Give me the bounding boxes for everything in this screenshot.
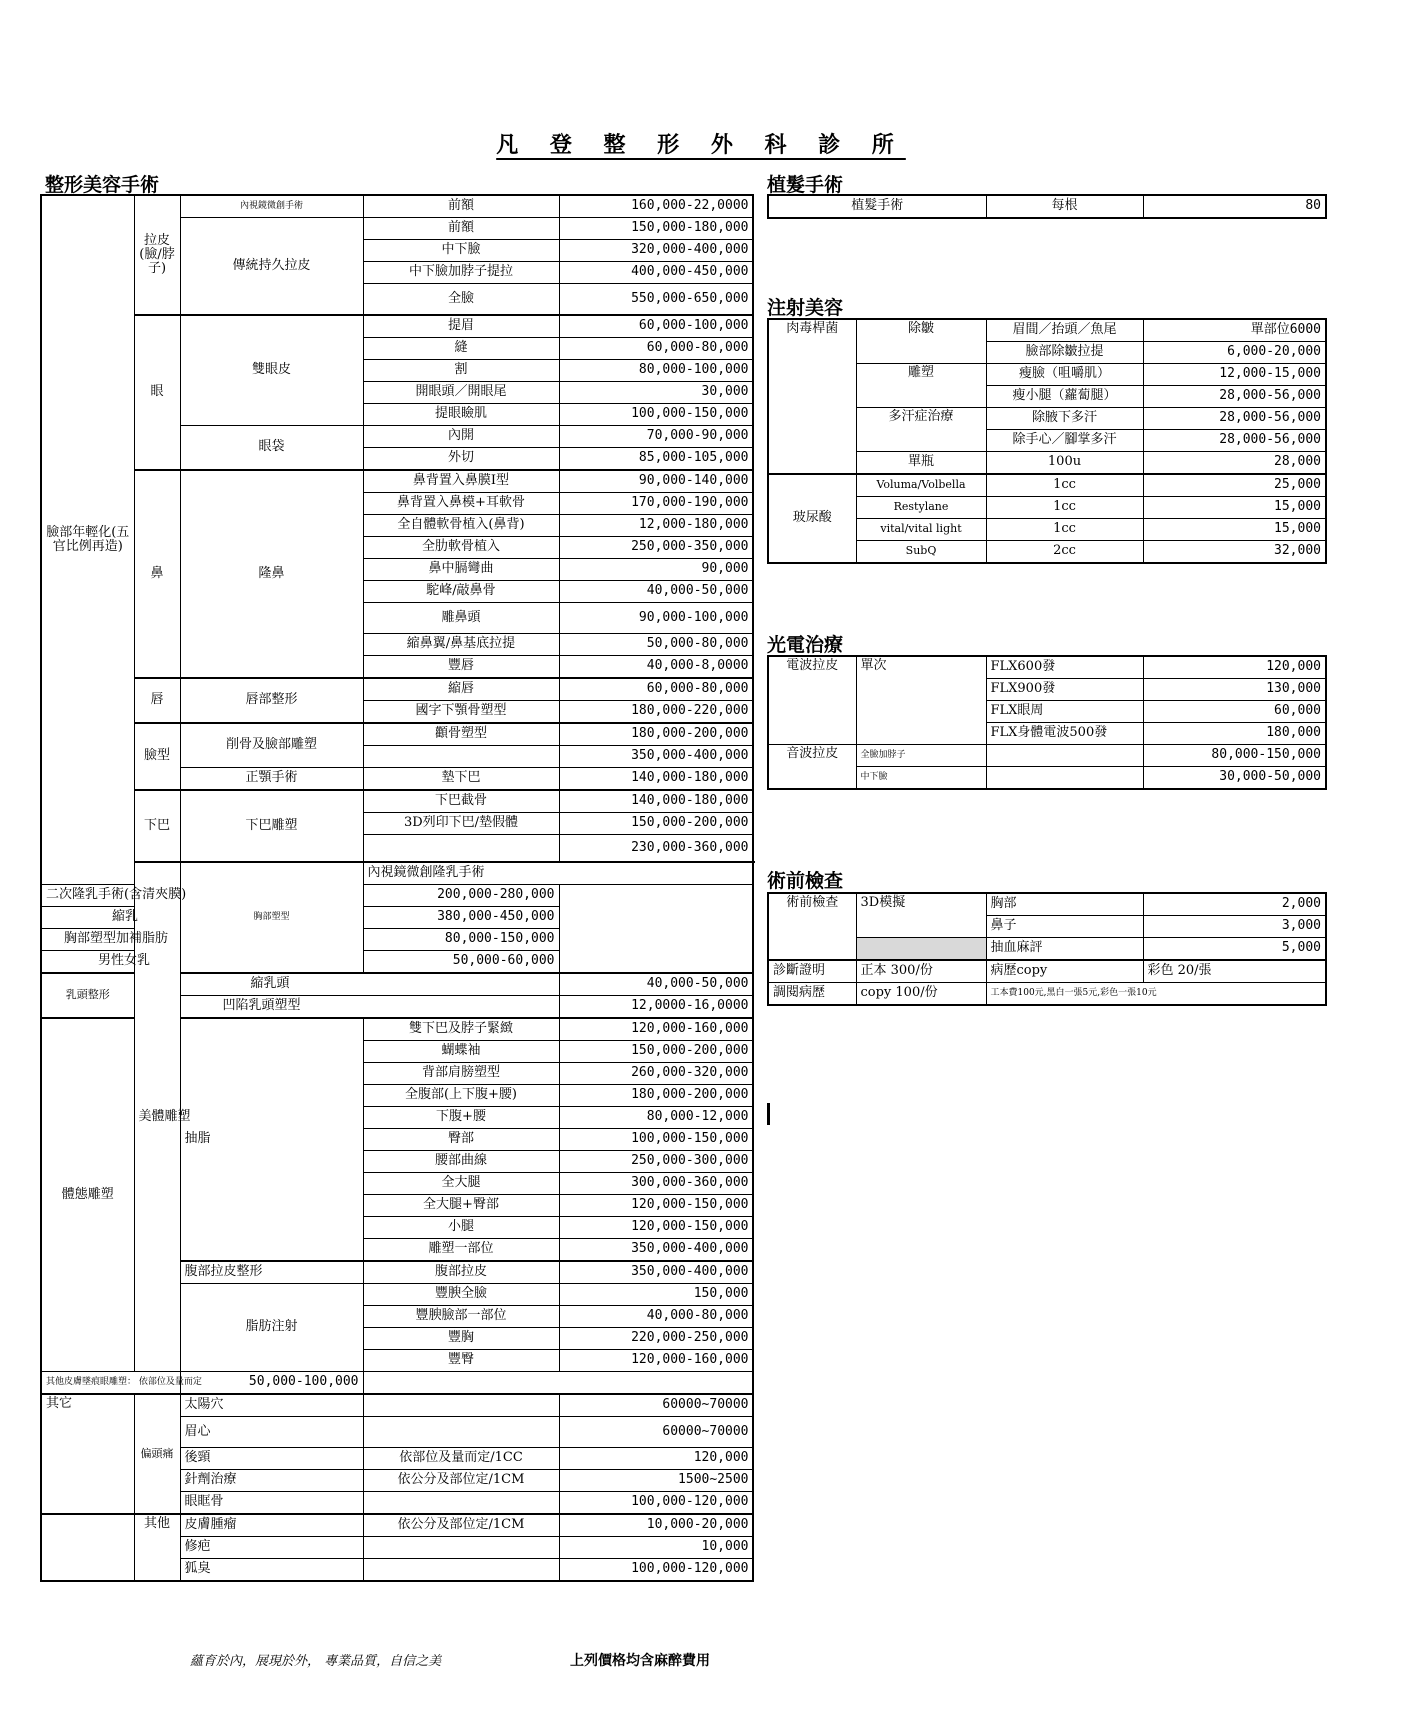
nipple-category: 乳頭整形 [41,973,134,1018]
table-row-item: 雕塑一部位 [363,1239,559,1262]
table-row-item: 國字下顎骨塑型 [363,701,559,724]
table-row-price: 32,000 [1143,541,1326,564]
table-row-item: 前額 [363,195,559,218]
table-row-price: 150,000 [559,1284,753,1306]
table-row-price: 100,000-120,000 [559,1492,753,1515]
table-row-item: 全肋軟骨植入 [363,537,559,559]
table-row-price: 28,000-56,000 [1143,430,1326,452]
table-row-price: 60000~70000 [559,1417,753,1448]
table-row-item: 駝峰/敲鼻骨 [363,581,559,603]
table-row-qty: 1cc [986,474,1143,497]
table-row-price: 180,000-220,000 [559,701,753,724]
table-row-price: 3,000 [1143,916,1326,938]
table-row-price: 120,000 [559,1448,753,1470]
table-row-item: 腰部曲線 [363,1151,559,1173]
table-row-item: 縮乳頭 [180,973,559,996]
table-row-price: 28,000-56,000 [1143,386,1326,408]
table-row-detail: 依公分及部位定/1CM [363,1470,559,1492]
other-skin-note: 其他皮膚墜痕眼雕塑： 依部位及量而定 [41,1372,180,1395]
other-group-blank [41,1514,134,1581]
table-row-item: FLX900發 [986,679,1143,701]
table-row-item: 豐臀 [363,1350,559,1372]
table-row-price: 30,000 [559,382,753,404]
tummy-label: 腹部拉皮整形 [180,1261,363,1284]
section-title-laser: 光電治療 [767,634,844,656]
table-row-item: 3D列印下巴/墊假體 [363,813,559,835]
table-row-price: 15,000 [1143,519,1326,541]
table-row-price: 70,000-90,000 [559,426,753,448]
table-row-item: 全大腿 [363,1173,559,1195]
table-row-price: 260,000-320,000 [559,1063,753,1085]
table-row-item: 男性女乳 [41,951,180,974]
table-row-item: 中下臉 [856,767,986,790]
hair-item: 植髮手術 [768,195,986,218]
table-row-price: 40,000-50,000 [559,581,753,603]
table-row-price: 10,000 [559,1537,753,1559]
table-row-price: 170,000-190,000 [559,493,753,515]
table-row-item: 縮乳 [41,907,180,929]
botox-label: 肉毒桿菌 [768,319,856,474]
table-row-item: 除手心／腳掌多汗 [986,430,1143,452]
table-row-item: 胸部 [986,893,1143,916]
table-row-price: 90,000 [559,559,753,581]
table-row-price: 12,0000-16,0000 [559,996,753,1019]
preop-label: 術前檢查 [768,893,856,960]
table-row-item: 全自體軟骨植入(鼻背) [363,515,559,537]
eye-sub1: 雙眼皮 [180,315,363,426]
ha-label: 玻尿酸 [768,474,856,563]
table-row-item: 全臉 [363,284,559,316]
table-row-item: 凹陷乳頭塑型 [180,996,559,1019]
nose-sub: 隆鼻 [180,470,363,678]
table-row-price: 220,000-250,000 [559,1328,753,1350]
table-row-price: 2,000 [1143,893,1326,916]
table-row-price: 350,000-400,000 [559,746,753,768]
table-row-price: 320,000-400,000 [559,240,753,262]
body-group-label: 美體雕塑 [134,862,180,1372]
table-row-price: 350,000-400,000 [559,1261,753,1284]
lift-endo-label: 內視鏡微創手術 [180,195,363,218]
table-row-price: 200,000-280,000 [363,885,559,907]
record-label: 調閱病歷 [768,983,856,1006]
table-row-price: 150,000-200,000 [559,813,753,835]
table-row-item: 100u [986,452,1143,475]
table-row-price: 180,000-200,000 [559,1085,753,1107]
table-row-price: 80,000-12,000 [559,1107,753,1129]
table-row-item: 鼻背置入鼻膜I型 [363,470,559,493]
us-label: 音波拉皮 [768,745,856,790]
table-row-item: 後頸 [180,1448,363,1470]
record-price: copy 100/份 [856,983,986,1006]
lipo-label: 抽脂 [180,1018,363,1261]
table-row-price: 150,000-200,000 [559,1041,753,1063]
table-row-price: 80,000-100,000 [559,360,753,382]
table-row-item: 眉間／抬頭／魚尾 [986,319,1143,342]
cert-copy: 病歷copy [986,960,1143,983]
cert-price: 正本 300/份 [856,960,986,983]
table-row-price: 180,000-200,000 [559,723,753,746]
table-row-item: 提眉 [363,315,559,338]
page-title: 凡 登 整 形 外 科 診 所 [496,132,906,158]
table-row-price: 單部位6000 [1143,319,1326,342]
table-row-item: 雙下巴及脖子緊緻 [363,1018,559,1041]
table-row-item: 皮膚腫瘤 [180,1514,363,1537]
eye-sub2: 眼袋 [180,426,363,471]
table-row-item: FLX身體電波500發 [986,723,1143,745]
table-row-price: 40,000-80,000 [559,1306,753,1328]
table-row-item: 外切 [363,448,559,471]
table-row-item: 雕鼻頭 [363,603,559,634]
table-row-price: 380,000-450,000 [363,907,559,929]
table-row-price: 550,000-650,000 [559,284,753,316]
table-row-item: 腹部拉皮 [363,1261,559,1284]
table-row-item: FLX600發 [986,656,1143,679]
table-row-item [363,746,559,768]
table-row-price: 100,000-150,000 [559,1129,753,1151]
table-row-price: 50,000-60,000 [363,951,559,974]
section-title-preop: 術前檢查 [767,870,844,892]
table-row-price: 50,000-100,000 [180,1372,363,1395]
table-row-item: 內開 [363,426,559,448]
table-row-price: 10,000-20,000 [559,1514,753,1537]
table-row-item: 小腿 [363,1217,559,1239]
table-row-price: 120,000-160,000 [559,1350,753,1372]
table-row-price: 60000~70000 [559,1394,753,1417]
migraine-category: 偏頭痛 [134,1394,180,1514]
table-row-price: 80,000-150,000 [1143,745,1326,767]
lift-category: 拉皮(臉/脖子) [134,195,180,315]
table-row-item: 全大腿+臀部 [363,1195,559,1217]
table-row-price: 12,000-180,000 [559,515,753,537]
table-row-price: 60,000-80,000 [559,678,753,701]
table-row-item: 二次隆乳手術(含清夾膜) [41,885,180,907]
jaw-category: 臉型 [134,723,180,790]
record-note: 工本費100元,黑白一張5元,彩色一張10元 [986,983,1326,1006]
preop-table [767,892,1327,1006]
breast-category: 胸部塑型 [180,862,363,973]
sculpt-label: 雕塑 [856,364,986,408]
table-row-price: 350,000-400,000 [559,1239,753,1262]
table-row-item: 瘦小腿（蘿蔔腿） [986,386,1143,408]
table-row-item: 太陽穴 [180,1394,363,1417]
table-row-price: 100,000-150,000 [559,404,753,426]
section-title-hair: 植髮手術 [767,174,844,196]
table-row-item: 顴骨塑型 [363,723,559,746]
table-row-price: 230,000-360,000 [559,835,753,863]
table-row-price: 12,000-15,000 [1143,364,1326,386]
table-row-item: 瘦臉（咀嚼肌） [986,364,1143,386]
other-group-label: 其它 [41,1394,134,1514]
table-row-item: 眉心 [180,1417,363,1448]
table-row-price: 180,000 [1143,723,1326,745]
footer-note: 上列價格均含麻醉費用 [570,1653,710,1669]
table-row-item: 縮唇 [363,678,559,701]
table-row-price: 1500~2500 [559,1470,753,1492]
table-row-item: 除腋下多汗 [986,408,1143,430]
table-row-price: 120,000-160,000 [559,1018,753,1041]
table-row-price: 40,000-8,0000 [559,656,753,679]
table-row-item: 下腹+腰 [363,1107,559,1129]
body-sculpt-category: 體態雕塑 [41,1018,134,1372]
table-row-price: 140,000-180,000 [559,790,753,813]
table-row-price: 120,000 [1143,656,1326,679]
sweat-label: 多汗症治療 [856,408,986,452]
other-category: 其他 [134,1514,180,1581]
table-row-item: 內視鏡微創隆乳手術 [363,862,753,885]
wrinkle-label: 除皺 [856,319,986,364]
table-row-qty: 1cc [986,519,1143,541]
table-row-price: 100,000-120,000 [559,1559,753,1582]
table-row-item: 豐腴臉部一部位 [363,1306,559,1328]
lip-sub: 唇部整形 [180,678,363,723]
table-row-price: 130,000 [1143,679,1326,701]
chin-sub: 下巴雕塑 [180,790,363,862]
table-row-item: 鼻中膈彎曲 [363,559,559,581]
face-group-label: 臉部年輕化(五官比例再造) [41,195,134,885]
eye-category: 眼 [134,315,180,470]
table-row-detail [363,1417,559,1448]
rf-label: 電波拉皮 [768,656,856,745]
table-row-item: 豐唇 [363,656,559,679]
table-row-price: 40,000-50,000 [559,973,753,996]
table-row-item: 提眼瞼肌 [363,404,559,426]
table-row-price: 60,000-100,000 [559,315,753,338]
table-row-price: 30,000-50,000 [1143,767,1326,790]
laser-table [767,655,1327,790]
table-row-price: 250,000-350,000 [559,537,753,559]
table-row-price: 160,000-22,0000 [559,195,753,218]
table-row-item: 鼻背置入鼻模+耳軟骨 [363,493,559,515]
lift-trad-label: 傳統持久拉皮 [180,218,363,316]
table-row-item: 全腹部(上下腹+腰) [363,1085,559,1107]
hair-table [767,194,1327,219]
table-row-item: 割 [363,360,559,382]
table-row-item: 中下臉加脖子提拉 [363,262,559,284]
table-row-item: 全臉加脖子 [856,745,986,767]
table-row-item: 針劑治療 [180,1470,363,1492]
table-row-item: 鼻子 [986,916,1143,938]
table-row-item: 前額 [363,218,559,240]
table-row-detail [363,1537,559,1559]
footer-slogan: 蘊育於內，展現於外， 專業品質，自信之美 [190,1654,442,1669]
table-row-brand: Voluma/Volbella [856,474,986,497]
table-row-item: FLX眼周 [986,701,1143,723]
bottle-label: 單瓶 [856,452,986,475]
table-row-item: 背部肩膀塑型 [363,1063,559,1085]
cert-color: 彩色 20/張 [1143,960,1326,983]
table-row-item [363,835,559,863]
table-row-detail [363,1492,559,1515]
table-row-detail: 依公分及部位定/1CM [363,1514,559,1537]
cert-label: 診斷證明 [768,960,856,983]
table-row-item: 中下臉 [363,240,559,262]
table-row-item: 抽血麻評 [986,938,1143,961]
table-row-detail [363,1559,559,1582]
surgery-table [40,194,754,1582]
table-row-price: 80,000-150,000 [363,929,559,951]
table-row-item: 豐腴全臉 [363,1284,559,1306]
jaw-sub2: 正顎手術 [180,768,363,791]
table-row-brand: vital/vital light [856,519,986,541]
table-row-brand: SubQ [856,541,986,564]
single-label: 單次 [856,656,986,745]
table-row-price: 50,000-80,000 [559,634,753,656]
table-row-item: 開眼頭／開眼尾 [363,382,559,404]
table-row-price: 90,000-100,000 [559,603,753,634]
section-title-injection: 注射美容 [767,297,844,319]
table-row-item: 臉部除皺拉提 [986,342,1143,364]
table-row-price: 140,000-180,000 [559,768,753,791]
injection-table [767,318,1327,564]
nose-category: 鼻 [134,470,180,678]
table-row-price: 120,000-150,000 [559,1217,753,1239]
chin-category: 下巴 [134,790,180,862]
table-row-item: 蝴蝶袖 [363,1041,559,1063]
table-row-detail [363,1394,559,1417]
table-row-item: 胸部塑型加補脂肪 [41,929,180,951]
table-row-price: 15,000 [1143,497,1326,519]
table-row-price: 300,000-360,000 [559,1173,753,1195]
sim-label: 3D模擬 [856,893,986,938]
table-row-price: 85,000-105,000 [559,448,753,471]
table-row-qty: 2cc [986,541,1143,564]
table-row-price: 120,000-150,000 [559,1195,753,1217]
table-row-detail: 依部位及量而定/1CC [363,1448,559,1470]
table-row-item: 臀部 [363,1129,559,1151]
table-row-price: 250,000-300,000 [559,1151,753,1173]
table-row-item: 下巴截骨 [363,790,559,813]
table-row-price: 150,000-180,000 [559,218,753,240]
fat-label: 脂肪注射 [180,1284,363,1372]
jaw-sub1: 削骨及臉部雕塑 [180,723,363,768]
table-row-price: 6,000-20,000 [1143,342,1326,364]
table-row-blank [986,745,1143,767]
table-row-item: 縮鼻翼/鼻基底拉提 [363,634,559,656]
table-row-price: 400,000-450,000 [559,262,753,284]
table-row-qty: 1cc [986,497,1143,519]
section-title-surgery: 整形美容手術 [45,174,160,196]
hair-unit: 每根 [986,195,1143,218]
table-row-item: 眼眶骨 [180,1492,363,1515]
table-row-price: 90,000-140,000 [559,470,753,493]
table-row-price: 60,000-80,000 [559,338,753,360]
table-row-price: 5,000 [1143,938,1326,961]
table-row-blank [986,767,1143,790]
table-row-item: 狐臭 [180,1559,363,1582]
table-row-item: 縫 [363,338,559,360]
table-row-item: 豐胸 [363,1328,559,1350]
table-row-price: 28,000 [1143,452,1326,475]
table-row-price: 28,000-56,000 [1143,408,1326,430]
table-row-item: 修疤 [180,1537,363,1559]
table-row-item: 墊下巴 [363,768,559,791]
hair-price: 80 [1143,195,1326,218]
grey-cell [856,938,986,961]
table-row-price: 25,000 [1143,474,1326,497]
table-row-brand: Restylane [856,497,986,519]
vertical-mark [767,1103,770,1125]
table-row-price: 60,000 [1143,701,1326,723]
lip-category: 唇 [134,678,180,723]
